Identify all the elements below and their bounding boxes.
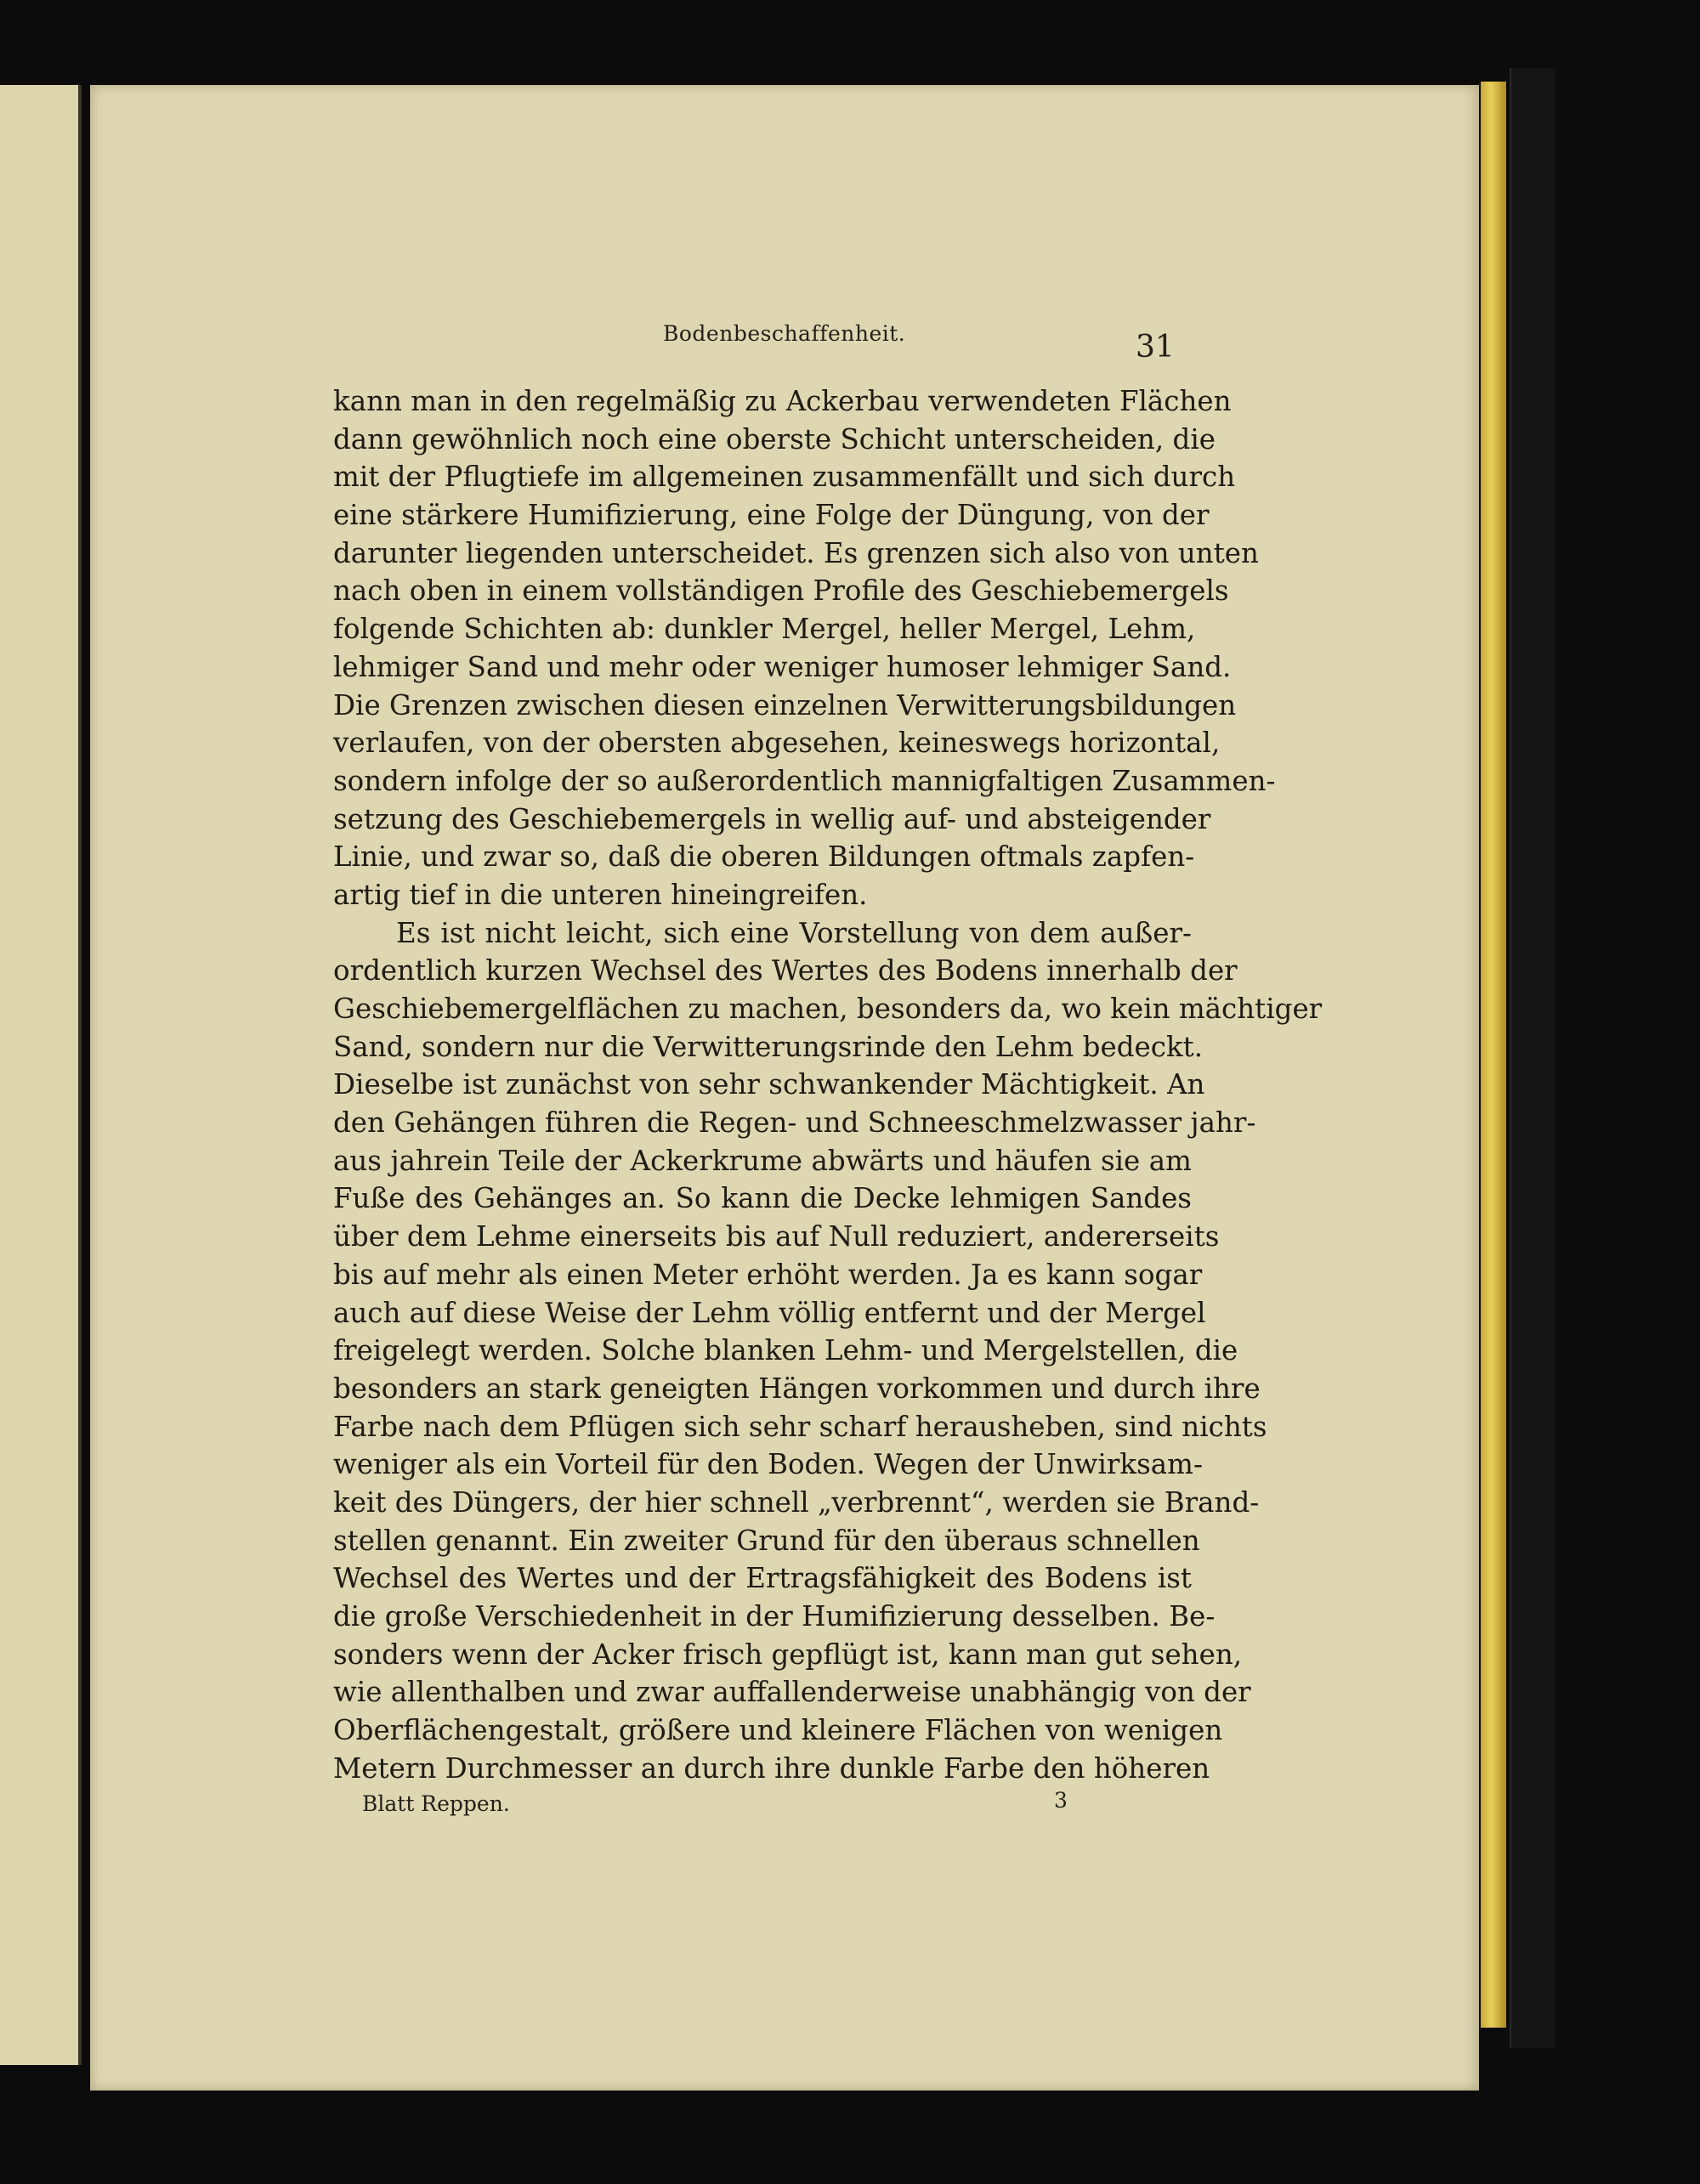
text-line: stellen genannt. Ein zweiter Grund für den überaus schnellen — [333, 1524, 1200, 1557]
text-line: Es ist nicht leicht, sich eine Vorstellung von dem außer- — [396, 916, 1192, 949]
facing-page-edge — [0, 85, 82, 2065]
text-line: freigelegt werden. Solche blanken Lehm- und Mergelstellen, die — [333, 1334, 1238, 1367]
text-line: den Gehängen führen die Regen- und Schneeschmelzwasser jahr- — [333, 1106, 1256, 1140]
text-line: eine stärkere Humifizierung, eine Folge der Düngung, von der — [333, 499, 1210, 532]
text-line: mit der Pflugtiefe im allgemeinen zusammenfällt und sich durch — [333, 461, 1236, 494]
text-line: Sand, sondern nur die Verwitterungsrinde den Lehm bedeckt. — [333, 1030, 1204, 1063]
text-line: Metern Durchmesser an durch ihre dunkle Farbe den höheren — [333, 1751, 1210, 1785]
running-head: Bodenbeschaffenheit. — [663, 321, 906, 346]
text-line: ordentlich kurzen Wechsel des Wertes des Bodens innerhalb der — [333, 954, 1238, 987]
text-line: auch auf diese Weise der Lehm völlig entfernt und der Mergel — [333, 1296, 1206, 1329]
text-line: folgende Schichten ab: dunkler Mergel, heller Mergel, Lehm, — [333, 613, 1196, 646]
text-line: Farbe nach dem Pflügen sich sehr scharf herausheben, sind nichts — [333, 1410, 1267, 1443]
text-line: dann gewöhnlich noch eine oberste Schicht unterscheiden, die — [333, 422, 1216, 455]
text-line: sonders wenn der Acker frisch gepflügt ist, kann man gut sehen, — [333, 1638, 1243, 1671]
text-line: besonders an stark geneigten Hängen vorkommen und durch ihre — [333, 1372, 1261, 1405]
body-text — [333, 382, 1323, 1787]
text-line: verlaufen, von der obersten abgesehen, keineswegs horizontal, — [333, 727, 1221, 760]
text-line: artig tief in die unteren hineingreifen. — [333, 878, 868, 911]
sheet-name-footer: Blatt Reppen. — [362, 1791, 510, 1816]
gilt-page-edge — [1481, 82, 1506, 2028]
text-line: Die Grenzen zwischen diesen einzelnen Verwitterungsbildungen — [333, 688, 1237, 721]
page-number: 31 — [1136, 330, 1175, 365]
text-line: bis auf mehr als einen Meter erhöht werden. Ja es kann sogar — [333, 1258, 1203, 1291]
text-line: Linie, und zwar so, daß die oberen Bildungen oftmals zapfen- — [333, 840, 1195, 874]
signature-mark: 3 — [1054, 1788, 1068, 1813]
text-line: Geschiebemergelflächen zu machen, besonders da, wo kein mächtiger — [333, 993, 1323, 1025]
text-line: die große Verschiedenheit in der Humifizierung desselben. Be- — [333, 1600, 1216, 1632]
text-line: kann man in den regelmäßig zu Ackerbau verwendeten Flächen — [333, 385, 1232, 417]
text-line: über dem Lehme einerseits bis auf Null reduziert, andererseits — [333, 1220, 1220, 1253]
paragraph-1 — [333, 382, 1276, 914]
book-cover-edge — [1510, 68, 1556, 2048]
text-line: Dieselbe ist zunächst von sehr schwankender Mächtigkeit. An — [333, 1068, 1205, 1101]
text-line: darunter liegenden unterscheidet. Es grenzen sich also von unten — [333, 536, 1259, 569]
text-line: weniger als ein Vorteil für den Boden. Wegen der Unwirksam- — [333, 1448, 1203, 1481]
text-line: Wechsel des Wertes und der Ertragsfähigkeit des Bodens ist — [333, 1562, 1192, 1595]
text-line: keit des Düngers, der hier schnell „verbrennt“, werden sie Brand- — [333, 1485, 1260, 1519]
text-line: Oberflächengestalt, größere und kleinere Flächen von wenigen — [333, 1714, 1223, 1747]
text-line: Fuße des Gehänges an. So kann die Decke lehmigen Sandes — [333, 1182, 1192, 1215]
text-line: setzung des Geschiebemergels in wellig auf- und absteigender — [333, 802, 1211, 835]
text-line: wie allenthalben und zwar auffallenderweise unabhängig von der — [333, 1676, 1251, 1709]
text-line: nach oben in einem vollständigen Profile des Geschiebemergels — [333, 574, 1229, 608]
paragraph-2 — [333, 914, 1323, 1788]
text-line: sondern infolge der so außerordentlich mannigfaltigen Zusammen- — [333, 764, 1276, 797]
text-line: lehmiger Sand und mehr oder weniger humoser lehmiger Sand. — [333, 650, 1232, 683]
text-line: aus jahrein Teile der Ackerkrume abwärts und häufen sie am — [333, 1144, 1192, 1177]
